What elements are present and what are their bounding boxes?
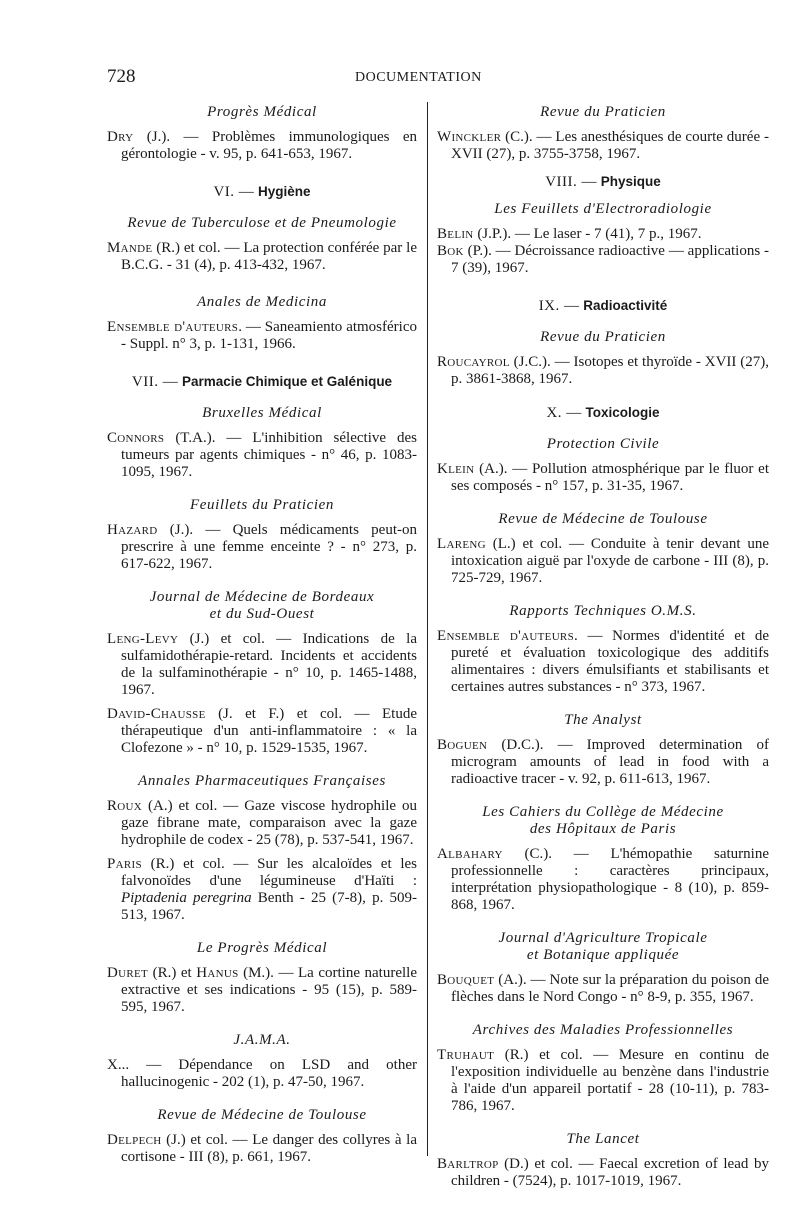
entry-author: Ensemble d'auteurs [107, 319, 239, 335]
entry-author: Delpech [107, 1132, 162, 1148]
entry-text: (R.) et col. — La protection conférée par le B.C.G. - 31 (4), p. 413-432, 1967. [121, 240, 417, 273]
section-number: VII. — [131, 374, 179, 390]
bibliography-entry [437, 1047, 769, 1115]
entry-text: . — Normes d'identité et de pureté et évaluation toxicologique des additifs alimentaires : divers émulsifiants et stabilisants et certaines autres substances - n° 373, 1967. [451, 628, 769, 695]
bibliography-entry [107, 522, 417, 573]
right-column [437, 104, 769, 1206]
entry-text: (A.) et col. — Gaze viscose hydrophile ou gaze fibrane mate, comparaison avec la gaze hydrophile de codex - 25 (78), p. 537-541, 1967. [121, 798, 417, 848]
entry-author: David-Chausse [107, 706, 206, 722]
entry-text: (R.) et [148, 965, 197, 981]
section-heading [107, 183, 417, 201]
entry-text: (J.P.). — Le laser - 7 (41), 7 p., 1967. [473, 226, 702, 242]
bibliography-entry [107, 798, 417, 849]
journal-title: Revue de Médecine de Toulouse [498, 511, 708, 527]
entry-text: (J. et F.) et col. — Etude thérapeutique d'un anti-inflammatoire : « la Clofezone » - n° 10, p. 1529-1535, 1967. [121, 706, 417, 756]
bibliography-entry [437, 226, 769, 243]
bibliography-entry [437, 846, 769, 914]
journal-title: Progrès Médical [207, 104, 317, 120]
bibliography-entry [437, 536, 769, 587]
entry-text: (J.). — Quels médicaments peut-on prescrire à une femme enceinte ? - n° 273, p. 617-622, 1967. [121, 522, 417, 572]
journal-title: The Analyst [564, 712, 642, 728]
section-number: X. — [546, 405, 582, 421]
journal-title: J.A.M.A. [233, 1032, 291, 1048]
entry-author: Ensemble d'auteurs [437, 628, 574, 644]
journal-title: Revue de Médecine de Toulouse [157, 1107, 367, 1123]
section-heading [107, 373, 417, 391]
bibliography-entry [107, 631, 417, 699]
journal-title: Feuillets du Praticien [189, 497, 334, 513]
entry-text: (D.C.). — Improved determination of microgram amounts of lead in food with a radioactive tracer - v. 92, p. 611-613, 1967. [451, 737, 769, 787]
bibliography-entry [107, 1057, 417, 1091]
section-number: VIII. — [545, 174, 598, 190]
entry-author: Bok [437, 243, 464, 259]
journal-title: Le Progrès Médical [196, 940, 328, 956]
entry-text: (L.) et col. — Conduite à tenir devant une intoxication aiguë par l'oxyde de carbone - III (8), p. 725-729, 1967. [451, 536, 769, 586]
entry-author: Winckler [437, 129, 502, 145]
entry-author: Hazard [107, 522, 158, 538]
entry-author: Albahary [437, 846, 503, 862]
page-number: 728 [107, 66, 136, 87]
bibliography-entry [107, 319, 417, 353]
column-rule [427, 102, 428, 1156]
entry-author: Klein [437, 461, 475, 477]
entry-author: Connors [107, 430, 165, 446]
journal-title-line2: et du Sud-Ouest [209, 606, 315, 622]
entry-text: (R.) et col. — Sur les alcaloïdes et les falvonoïdes d'une légumineuse d'Haïti : [121, 856, 417, 889]
entry-author: Boguen [437, 737, 488, 753]
entry-author: Mande [107, 240, 153, 256]
entry-author: Roux [107, 798, 143, 814]
left-column [107, 104, 417, 1182]
section-number: IX. — [538, 298, 580, 314]
entry-author: Duret [107, 965, 149, 981]
entry-text: X... — Dépendance on LSD and other hallucinogenic - 202 (1), p. 47-50, 1967. [107, 1057, 417, 1090]
bibliography-entry [107, 965, 417, 1016]
journal-title-line2: et Botanique appliquée [526, 947, 680, 963]
entry-author-2: Hanus [196, 965, 239, 981]
section-title: Radioactivité [583, 298, 668, 313]
entry-author: Paris [107, 856, 142, 872]
bibliography-entry [437, 1156, 769, 1190]
journal-title: Les Feuillets d'Electroradiologie [494, 201, 712, 217]
entry-text: (J.). — Problèmes immunologiques en gérontologie - v. 95, p. 641-653, 1967. [121, 129, 417, 162]
journal-title: Journal d'Agriculture Tropicale [498, 930, 708, 946]
entry-text: (J.C.). — Isotopes et thyroïde - XVII (27), p. 3861-3868, 1967. [451, 354, 769, 387]
entry-text: . — Saneamiento atmosférico - Suppl. n° 3, p. 1-131, 1966. [121, 319, 417, 352]
bibliography-entry [437, 737, 769, 788]
journal-title: Protection Civile [546, 436, 660, 452]
journal-title: Journal de Médecine de Bordeaux [149, 589, 375, 605]
bibliography-entry [107, 1132, 417, 1166]
bibliography-entry [437, 129, 769, 163]
entry-species-name: Piptadenia peregrina [121, 890, 252, 906]
entry-text: (C.). — L'hémopathie saturnine professionnelle : caractères principaux, interprétation physiopathologique - 8 (10), p. 859-868, 1967. [451, 846, 769, 913]
entry-author: Bouquet [437, 972, 495, 988]
bibliography-entry [437, 243, 769, 277]
journal-title: Les Cahiers du Collège de Médecine [482, 804, 724, 820]
journal-title: Annales Pharmaceutiques Françaises [138, 773, 386, 789]
entry-text: (A.). — Note sur la préparation du poison de flèches dans le Nord Congo - n° 8-9, p. 355, 1967. [451, 972, 769, 1005]
bibliography-entry [107, 240, 417, 274]
entry-author: Roucayrol [437, 354, 510, 370]
section-title: Physique [600, 174, 661, 189]
entry-author: Lareng [437, 536, 486, 552]
entry-text: (D.) et col. — Faecal excretion of lead by children - (7524), p. 1017-1019, 1967. [451, 1156, 769, 1189]
bibliography-entry [107, 856, 417, 924]
journal-title: Revue du Praticien [540, 104, 666, 120]
entry-text-cont: (M.). — La cortine naturelle extractive et ses indications - 95 (15), p. 589-595, 1967. [121, 965, 417, 1015]
bibliography-entry [107, 430, 417, 481]
section-title: Parmacie Chimique et Galénique [182, 374, 393, 389]
section-number: VI. — [213, 184, 255, 200]
journal-title: The Lancet [566, 1131, 640, 1147]
section-title: Hygiène [258, 184, 311, 199]
entry-text: (C.). — Les anesthésiques de courte durée - XVII (27), p. 3755-3758, 1967. [451, 129, 769, 162]
entry-text: (J.) et col. — Indications de la sulfamidothérapie-retard. Incidents et accidents de la sulfaminothérapie - n° 10, p. 1465-1488, 1967. [121, 631, 417, 698]
section-title: Toxicologie [585, 405, 660, 420]
entry-text-cont: Benth - 25 (7-8), p. 509-513, 1967. [121, 890, 417, 923]
entry-text: (J.) et col. — Le danger des collyres à la cortisone - III (8), p. 661, 1967. [121, 1132, 417, 1165]
section-heading [437, 297, 769, 315]
journal-title: Revue du Praticien [540, 329, 666, 345]
journal-title: Revue de Tuberculose et de Pneumologie [127, 215, 397, 231]
entry-author: Leng-Levy [107, 631, 179, 647]
section-heading [437, 404, 769, 422]
bibliography-entry [107, 706, 417, 757]
journal-title-line2: des Hôpitaux de Paris [529, 821, 677, 837]
bibliography-entry [437, 461, 769, 495]
entry-author: Belin [437, 226, 474, 242]
entry-text: (R.) et col. — Mesure en continu de l'exposition individuelle au benzène dans l'industrie à l'aide d'un appareil portatif - 28 (10-11), p. 783-786, 1967. [451, 1047, 769, 1114]
journal-title: Anales de Medicina [197, 294, 327, 310]
bibliography-entry [107, 129, 417, 163]
journal-title: Rapports Techniques O.M.S. [509, 603, 697, 619]
journal-title: Bruxelles Médical [202, 405, 322, 421]
entry-text: (P.). — Décroissance radioactive — applications - 7 (39), 1967. [451, 243, 769, 276]
bibliography-entry [437, 972, 769, 1006]
entry-author: Truhaut [437, 1047, 495, 1063]
bibliography-entry [437, 628, 769, 696]
journal-title: Archives des Maladies Professionnelles [472, 1022, 734, 1038]
running-head: DOCUMENTATION [355, 70, 482, 85]
section-heading [437, 173, 769, 191]
entry-text: (T.A.). — L'inhibition sélective des tumeurs par agents chimiques - n° 46, p. 1083-1095, 1967. [121, 430, 417, 480]
entry-text: (A.). — Pollution atmosphérique par le fluor et ses composés - n° 157, p. 31-35, 1967. [451, 461, 769, 494]
entry-author: Dry [107, 129, 134, 145]
entry-author: Barltrop [437, 1156, 499, 1172]
bibliography-entry [437, 354, 769, 388]
